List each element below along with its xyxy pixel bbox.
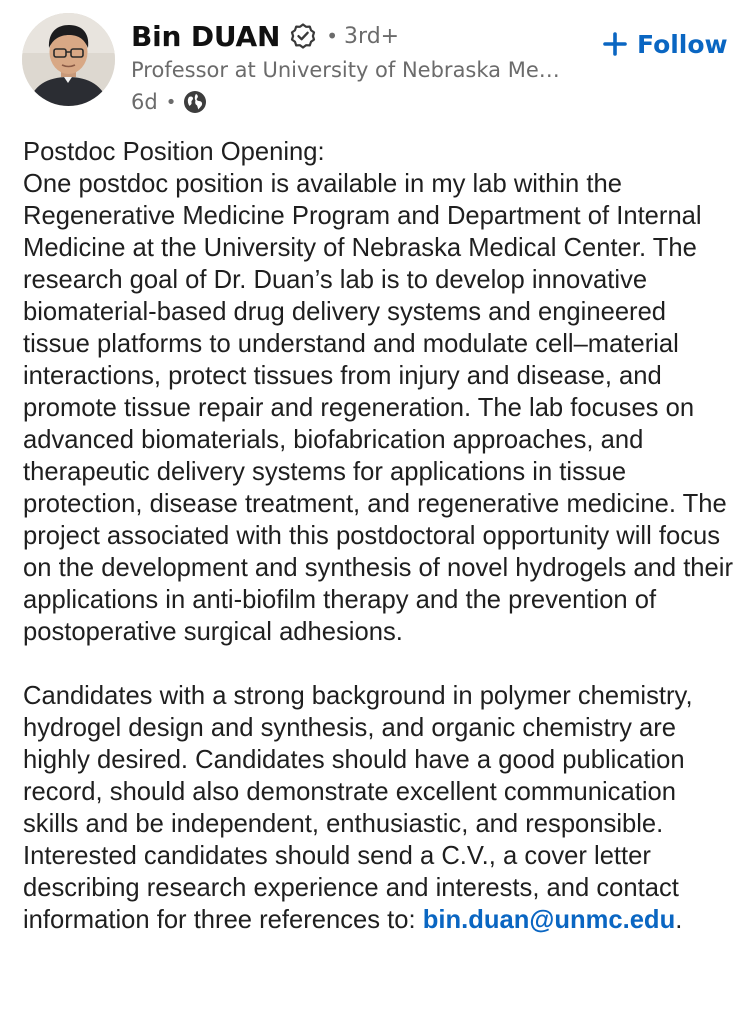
post-paragraph-2 xyxy=(23,680,738,936)
author-headline: Professor at University of Nebraska Me… xyxy=(131,58,560,82)
avatar-photo xyxy=(22,13,115,106)
author-avatar[interactable] xyxy=(22,13,115,106)
email-link[interactable]: bin.duan@unmc.edu xyxy=(422,906,676,934)
paragraph-spacer xyxy=(23,648,738,680)
author-name[interactable]: Bin DUAN xyxy=(131,19,281,53)
post-paragraph-1: One postdoc position is available in my lab within the Regenerative Medicine Program and Department of Internal Medicine at the University of Nebraska Medical Center. The research goal of Dr. Duan’s lab is to develop innovative biomaterial-based drug delivery systems and engineered tissue platforms to understand and modulate cell–material interactions, protect tissues from injury and disease, and promote tissue repair and regeneration. The lab focuses on advanced biomaterials, biofabrication approaches, and therapeutic delivery systems for applications in tissue protection, disease treatment, and regenerative medicine. The project associated with this postdoctoral opportunity will focus on the development and synthesis of novel hydrogels and their applications in anti-biofilm therapy and the prevention of postoperative surgical adhesions. xyxy=(23,170,733,646)
follow-button[interactable] xyxy=(602,25,728,63)
post-text xyxy=(23,136,738,936)
plus-icon xyxy=(602,31,628,57)
separator-dot: • xyxy=(326,24,339,48)
follow-button-label: Follow xyxy=(637,29,728,59)
post-heading: Postdoc Position Opening: xyxy=(23,138,325,166)
separator-dot: • xyxy=(165,91,177,113)
author-line xyxy=(131,16,399,56)
connection-degree: 3rd+ xyxy=(344,23,400,49)
verified-badge-icon xyxy=(289,22,317,50)
post-header xyxy=(0,0,750,125)
post-time: 6d xyxy=(131,90,158,114)
post-paragraph-2-text: Candidates with a strong background in polymer chemistry, hydrogel design and synthesis, and organic chemistry are highly desired. Candidates should have a good publication record, should also demonstrate excellent communication skills and be independent, enthusiastic, and responsible. Interested candidates should send a C.V., a cover letter describing research experience and interests, and contact information for three references to: xyxy=(23,682,693,934)
globe-icon xyxy=(183,90,207,114)
post-meta xyxy=(131,88,207,116)
end-punctuation: . xyxy=(675,906,683,934)
